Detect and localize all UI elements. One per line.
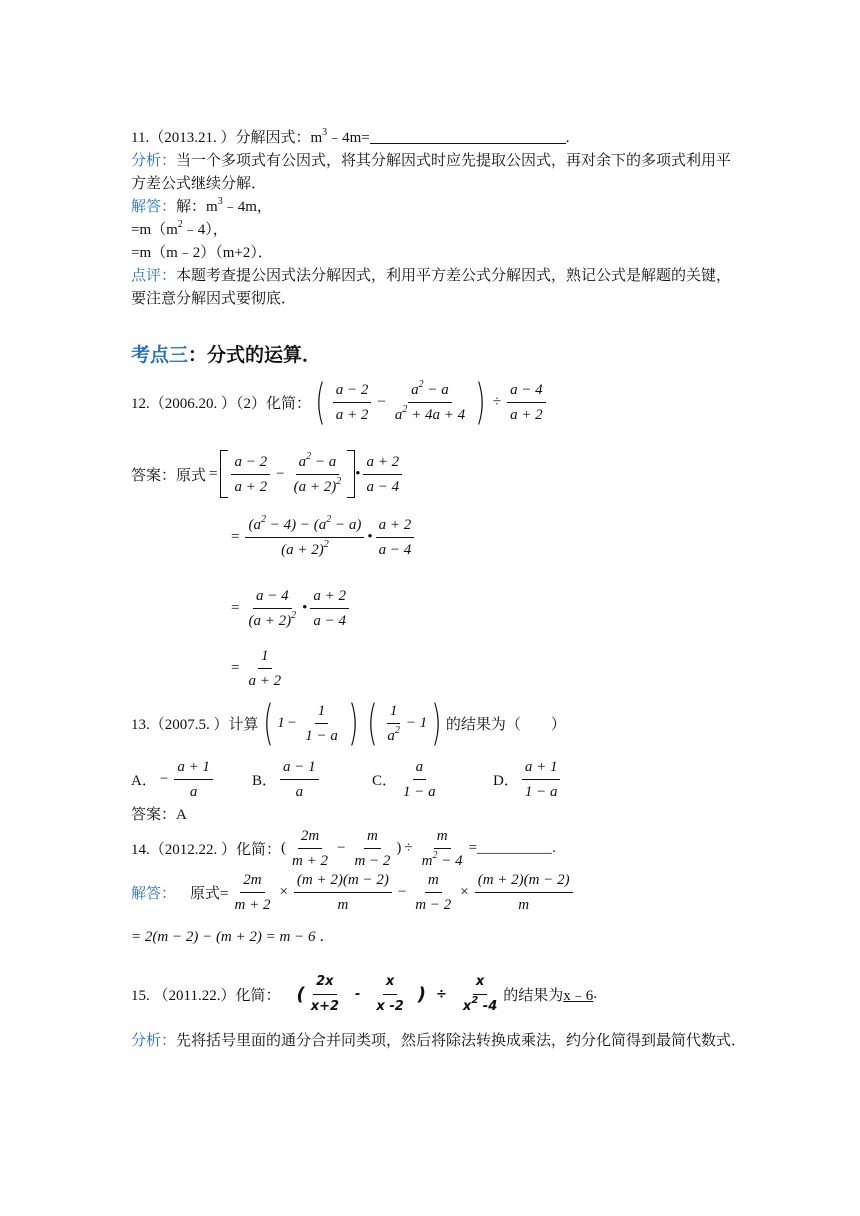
q13-question: 13.（2007.5. ）计算 ( 1 − $\frac{1}{1 - a}$ ) ( $\frac{1}{a^2}$ − 1 ) 的结果为（ ） bbox=[131, 695, 566, 751]
q11-analysis-line-2: 方差公式继续分解． bbox=[131, 176, 267, 192]
fraction: $\frac{(m + 2)(m - 2)}{m}$ bbox=[475, 870, 573, 915]
fraction: $\frac{a^2 - a}{(a + 2)^2}$ bbox=[293, 450, 342, 495]
q14-answer: 解答： 原式= $\frac{2m}{m + 2}$ × $\frac{(m + 2)(m - 2)}{m}$ − $\frac{m}{m - 2}$ × $\frac{(m + 2)(m - 2)}{m}$ bbox=[131, 870, 576, 915]
q11-comment-line-1: 点评：本题考查提公因式法分解因式，利用平方差公式分解因式，熟记公式是解题的关键， bbox=[131, 268, 732, 284]
q13-option-a: A． − $\frac{a + 1}{a}$ bbox=[131, 757, 216, 802]
q15-question: 15. （2011.22.）化简： ( $\frac{2x}{x+2}$ - $\frac{x}{x -2}$ ) ÷ $\frac{x}{x^2 -4}$ 的结果为 x﹣6 . bbox=[131, 972, 597, 1017]
left-paren: ( bbox=[262, 695, 274, 751]
fraction: $\frac{a + 2}{a - 4}$ bbox=[310, 586, 349, 631]
q15-analysis: 分析：先将括号里面的通分合并同类项，然后将除法转换成乘法，约分化简得到最简代数式． bbox=[131, 1033, 747, 1049]
fraction: $\frac{a}{1 - a}$ bbox=[403, 759, 436, 800]
q14-result: = 2(m − 2) − (m + 2) = m − 6 ． bbox=[131, 929, 335, 945]
q12-question: 12.（2006.20. ）（2）化简： ( $\frac{a - 2}{a + 2}$ − $\frac{a^2 - a}{a^2 + 4a + 4}$ ) ÷ $\frac{a - 4}{a + 2}$ bbox=[131, 378, 549, 426]
fraction: $\frac{2m}{m + 2}$ bbox=[234, 872, 271, 913]
fraction: $\frac{1}{a^2}$ bbox=[387, 702, 400, 744]
fraction: $\frac{a - 2}{a + 2}$ bbox=[231, 452, 270, 497]
fraction: $\frac{1}{a + 2}$ bbox=[248, 648, 282, 689]
fraction: $\frac{2x}{x+2}$ bbox=[310, 974, 340, 1014]
fraction: $\frac{a + 2}{a - 4}$ bbox=[376, 515, 415, 560]
right-bracket bbox=[347, 450, 355, 498]
q12-answer-step-3: = $\frac{a - 4}{(a + 2)^2}$ • $\frac{a + 2}{a - 4}$ bbox=[228, 586, 352, 631]
fraction: $\frac{m}{m - 2}$ bbox=[415, 872, 452, 913]
q11-answer-line-3: =m（m﹣2）（m+2）． bbox=[131, 245, 273, 261]
q13-option-b: B． $\frac{a - 1}{a}$ bbox=[252, 757, 322, 802]
q11-question: 11.（2013.21. ）分解因式：$m^3﹣4m=$ . bbox=[131, 127, 570, 146]
fraction: $\frac{a - 1}{a}$ bbox=[280, 757, 319, 802]
q11-answer-line-2: $=m(m^2﹣4)$， bbox=[131, 219, 228, 238]
q13-option-c: C． $\frac{a}{1 - a}$ bbox=[372, 757, 442, 802]
q11-analysis-line-1: 分析：当一个多项式有公因式，将其分解因式时应先提取公因式，再对余下的多项式利用平 bbox=[131, 153, 732, 169]
answer-blank: x﹣6 bbox=[563, 988, 594, 1004]
fraction: $\frac{x}{x -2}$ bbox=[376, 974, 404, 1014]
q12-answer-step-2: = $\frac{(a^2 - 4) - (a^2 - a)}{(a + 2)^2}$ • $\frac{a + 2}{a - 4}$ bbox=[228, 515, 417, 560]
fraction: $\frac{2m}{m + 2}$ bbox=[292, 828, 328, 869]
fraction: $\frac{a + 1}{1 - a}$ bbox=[522, 757, 561, 802]
fraction: $\frac{1}{1 - a}$ bbox=[305, 702, 338, 744]
fraction: $\frac{m}{m^2 - 4}$ bbox=[421, 828, 463, 869]
fraction: $\frac{a - 2}{a + 2}$ bbox=[333, 380, 372, 425]
fraction: $\frac{a^2 - a}{a^2 + 4a + 4}$ bbox=[394, 378, 466, 423]
q13-option-d: D． $\frac{a + 1}{1 - a}$ bbox=[493, 757, 563, 802]
fraction: $\frac{a + 1}{a}$ bbox=[174, 757, 213, 802]
left-paren: ( bbox=[315, 374, 326, 430]
q11-answer-line-1: 解答：解：$m^3﹣4m$， bbox=[131, 196, 272, 215]
section-heading: 考点三：分式的运算． bbox=[131, 344, 322, 366]
fraction: $\frac{a - 4}{a + 2}$ bbox=[507, 380, 546, 425]
answer-blank bbox=[370, 127, 566, 144]
q14-question: 14.（2012.22. ）化简： ( $\frac{2m}{m + 2}$ − $\frac{m}{m - 2}$ ) ÷ $\frac{m}{m^2 - 4}$ =__________. bbox=[131, 828, 556, 869]
right-paren: ) bbox=[431, 695, 442, 751]
fraction: $\frac{a - 4}{(a + 2)^2}$ bbox=[248, 588, 297, 629]
fraction: $\frac{(a^2 - 4) - (a^2 - a)}{(a + 2)^2}$ bbox=[245, 515, 364, 560]
left-bracket bbox=[220, 450, 228, 498]
fraction: $\frac{m}{m - 2}$ bbox=[354, 828, 391, 869]
right-paren: ) bbox=[348, 695, 359, 751]
q12-answer-step-1: 答案：原式 = $\frac{a - 2}{a + 2}$ − $\frac{a^2 - a}{(a + 2)^2}$ • $\frac{a + 2}{a - 4}$ bbox=[131, 450, 405, 498]
right-paren: ) bbox=[475, 374, 486, 430]
q12-answer-step-4: = $\frac{1}{a + 2}$ bbox=[228, 646, 287, 691]
q11-comment-line-2: 要注意分解因式要彻底． bbox=[131, 291, 297, 307]
left-paren: ( bbox=[366, 695, 378, 751]
fraction: $\frac{(m + 2)(m - 2)}{m}$ bbox=[294, 870, 392, 915]
fraction: $\frac{a + 2}{a - 4}$ bbox=[363, 452, 402, 497]
q13-answer: 答案：A bbox=[131, 807, 187, 823]
fraction: $\frac{x}{x^2 -4}$ bbox=[462, 974, 498, 1014]
